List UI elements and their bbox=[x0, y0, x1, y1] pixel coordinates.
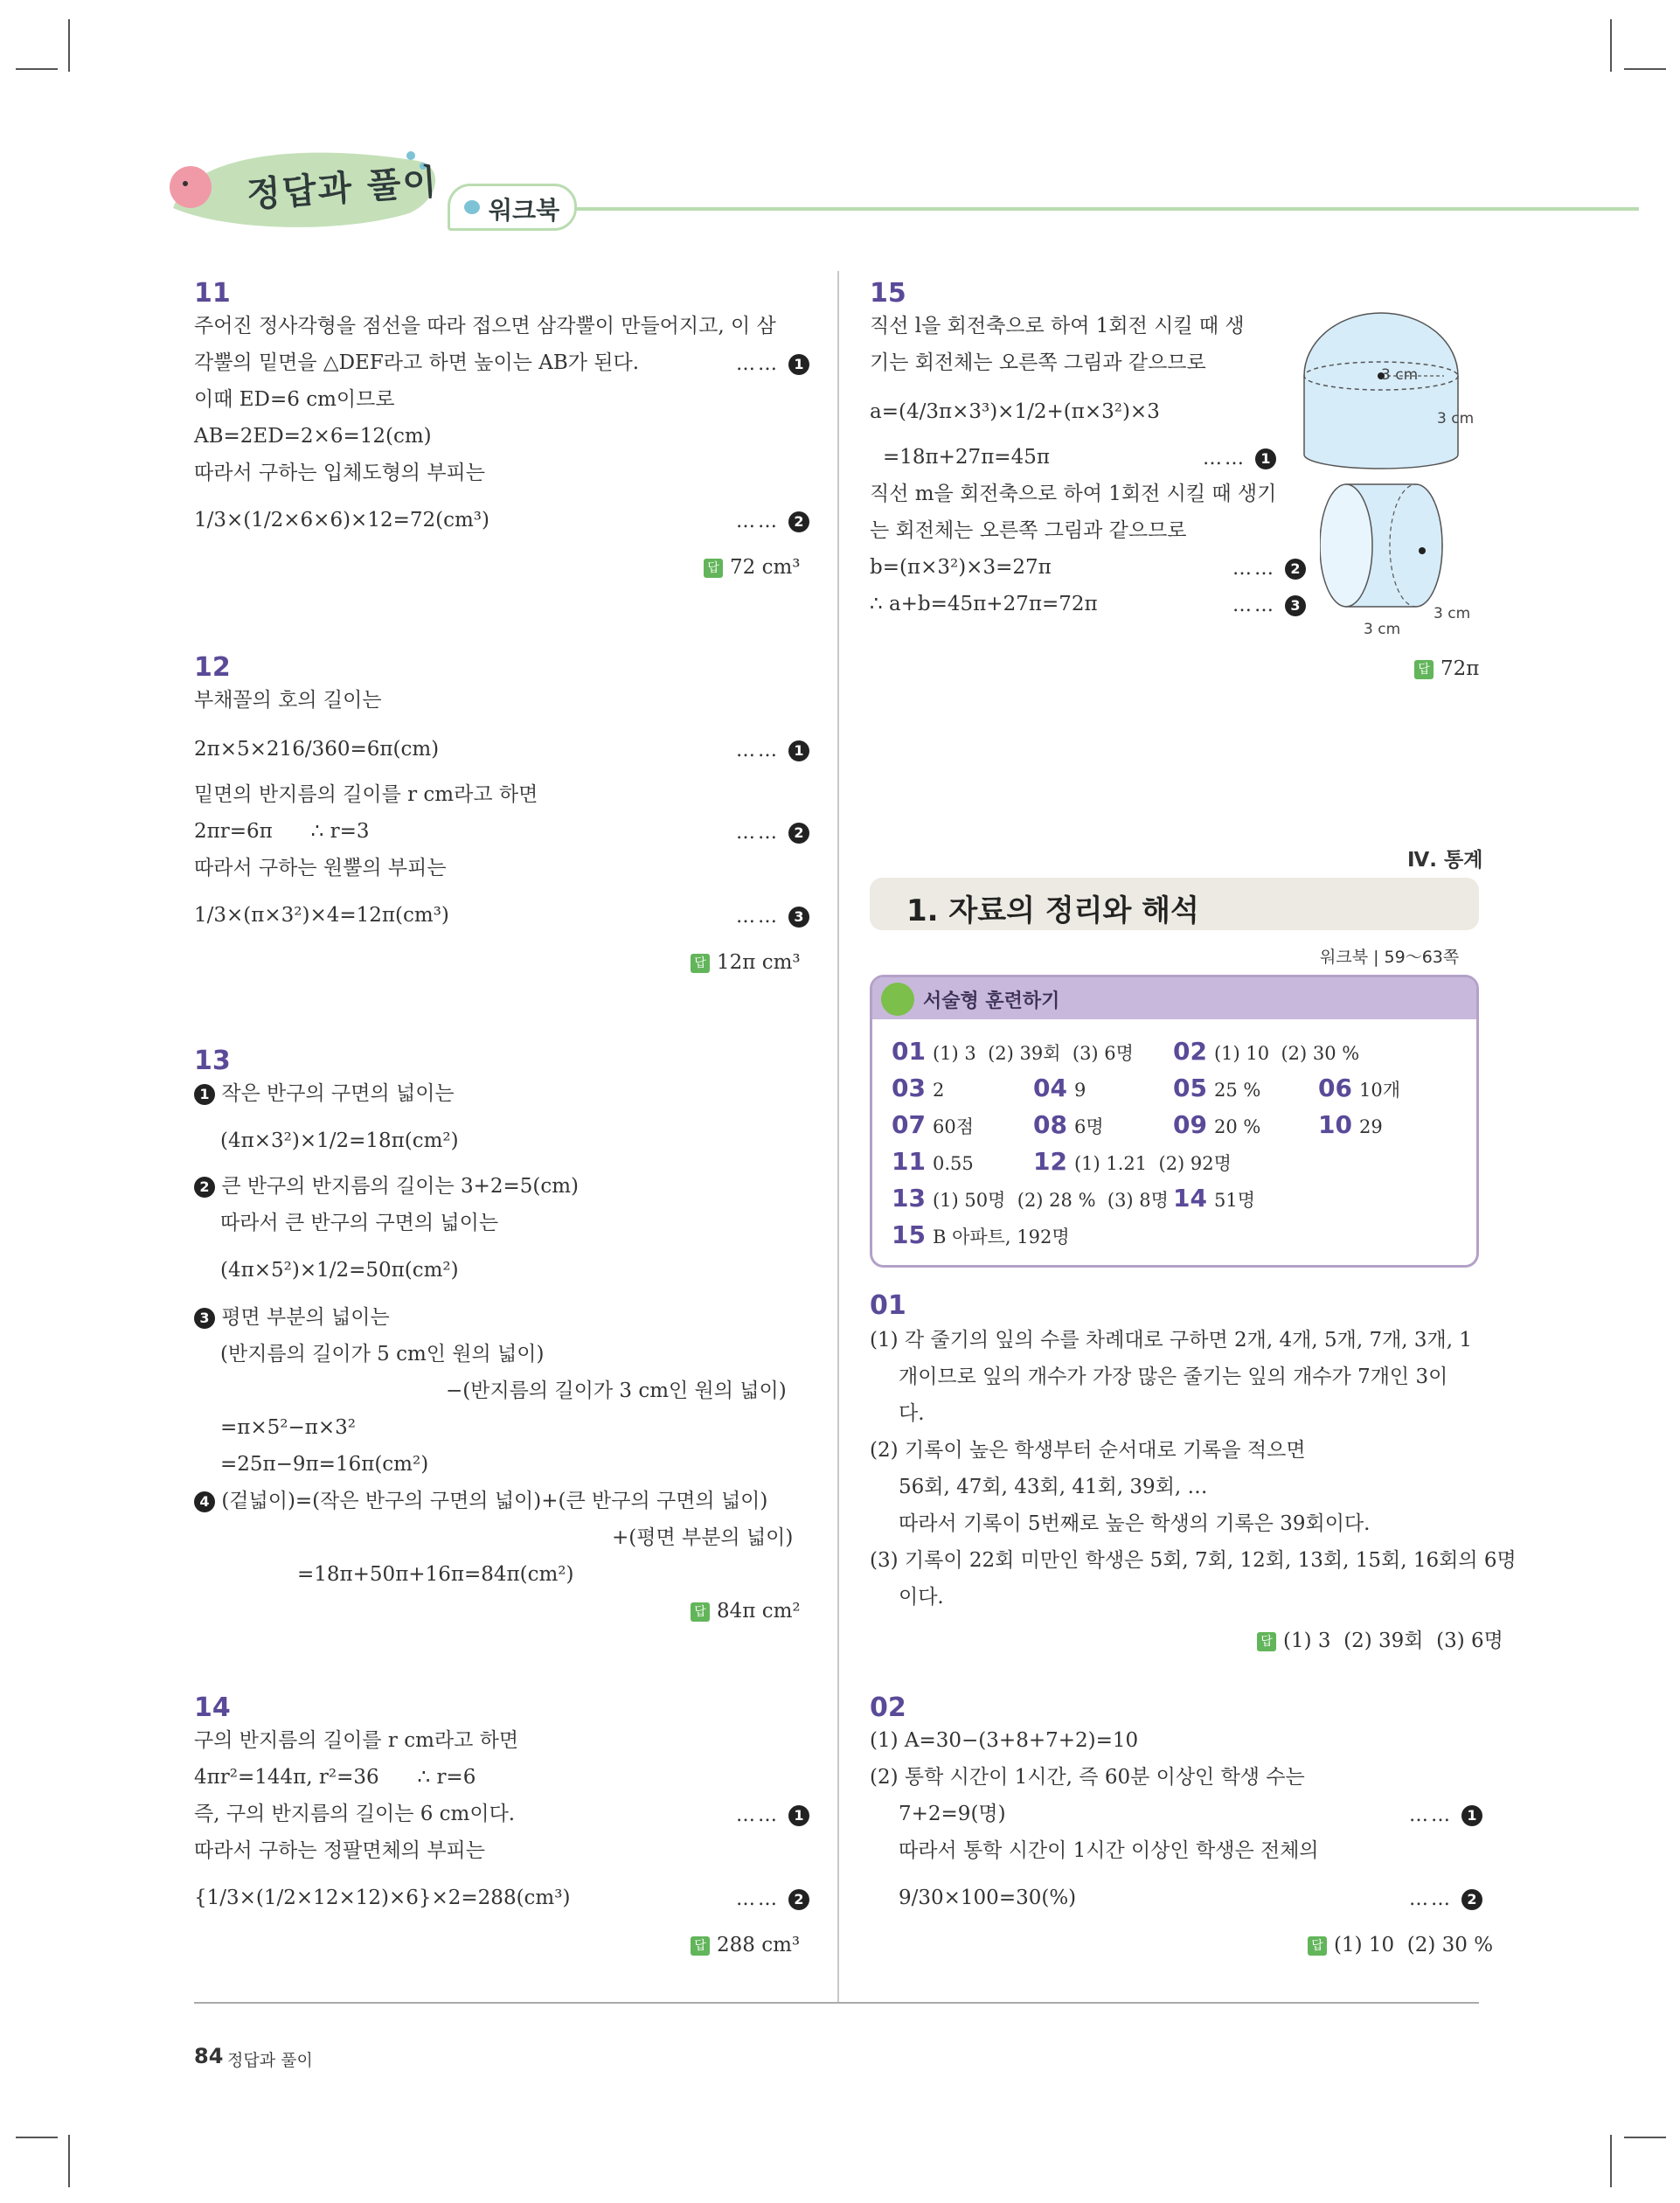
solution-line: 따라서 기록이 5번째로 높은 학생의 기록은 39회이다. bbox=[899, 1512, 1371, 1535]
answer-mark-icon: 답 bbox=[1308, 1936, 1327, 1956]
solution-line: 주어진 정사각형을 점선을 따라 접으면 삼각뿔이 만들어지고, 이 삼 bbox=[194, 315, 776, 337]
solution-line: 각뿔의 밑면을 △DEF라고 하면 높이는 AB가 된다. bbox=[194, 351, 640, 374]
step-badge-1: 1 bbox=[788, 354, 809, 375]
summary-item bbox=[1173, 1074, 1260, 1102]
step-badge-1: 1 bbox=[788, 1805, 809, 1826]
answer-mark-icon: 답 bbox=[1414, 660, 1434, 679]
crop-mark bbox=[16, 68, 58, 70]
solution-line: ∴ a+b=45π+27π=72π bbox=[870, 593, 1098, 615]
step-dots: …… bbox=[1232, 558, 1276, 580]
summary-item bbox=[1033, 1147, 1232, 1176]
column-divider bbox=[837, 271, 839, 2004]
solution-line: 부채꼴의 호의 길이는 bbox=[194, 689, 382, 712]
summary-item-number: 12 bbox=[1033, 1147, 1067, 1176]
summary-item-answer: 29 bbox=[1358, 1116, 1383, 1137]
step-dots: …… bbox=[736, 1888, 780, 1910]
answer bbox=[704, 556, 801, 579]
answer bbox=[691, 1600, 801, 1623]
summary-item-number: 11 bbox=[892, 1147, 926, 1176]
answer-mark-icon: 답 bbox=[1257, 1632, 1276, 1651]
summary-item-number: 06 bbox=[1318, 1074, 1352, 1102]
step-marker bbox=[1203, 448, 1276, 469]
summary-item-answer: B 아파트, 192명 bbox=[932, 1227, 1070, 1247]
solution-line: 개이므로 잎의 개수가 가장 많은 줄기는 잎의 개수가 7개인 3이 bbox=[899, 1366, 1448, 1388]
solution-text: 평면 부분의 넓이는 bbox=[221, 1306, 390, 1329]
solution-line: 밑면의 반지름의 길이를 r cm라고 하면 bbox=[194, 783, 538, 806]
step-marker bbox=[1409, 1804, 1482, 1826]
section-title: 1. 자료의 정리와 해석 bbox=[906, 893, 1199, 928]
summary-item-number: 09 bbox=[1173, 1110, 1207, 1139]
summary-item bbox=[1318, 1110, 1383, 1139]
solution-line: 9/30×100=30(%) bbox=[899, 1887, 1077, 1909]
figure-dimension-label: 3 cm bbox=[1437, 410, 1475, 427]
solution-line: b=(π×3²)×3=27π bbox=[870, 556, 1052, 579]
solution-text: 작은 반구의 구면의 넓이는 bbox=[221, 1082, 455, 1105]
problem-number: 01 bbox=[870, 1290, 906, 1321]
summary-item-answer: 20 % bbox=[1213, 1116, 1261, 1137]
answer-mark-icon: 답 bbox=[691, 1602, 710, 1622]
summary-item-number: 14 bbox=[1173, 1184, 1207, 1213]
summary-item bbox=[1033, 1074, 1086, 1102]
step-dots: …… bbox=[736, 353, 780, 375]
solution-line: (2) 통학 시간이 1시간, 즉 60분 이상인 학생 수는 bbox=[870, 1766, 1305, 1789]
solution-line: 는 회전체는 오른쪽 그림과 같으므로 bbox=[870, 519, 1187, 542]
solution-line: 따라서 구하는 입체도형의 부피는 bbox=[194, 462, 485, 484]
page-number: 84 bbox=[194, 2044, 224, 2068]
summary-item-answer: 9 bbox=[1073, 1080, 1086, 1101]
summary-item-answer: (1) 3 (2) 39회 (3) 6명 bbox=[932, 1043, 1134, 1064]
solution-line: =18π+27π=45π bbox=[883, 446, 1050, 469]
problem-number: 15 bbox=[870, 278, 906, 309]
step-badge-3: 3 bbox=[1285, 595, 1306, 616]
step-dots: …… bbox=[736, 822, 780, 844]
step-marker bbox=[1232, 558, 1306, 580]
solution-line: 다. bbox=[899, 1402, 925, 1425]
step-badge-4: 4 bbox=[194, 1491, 215, 1512]
step-marker bbox=[1232, 594, 1306, 616]
rotation-solid-figure-2 bbox=[1320, 481, 1495, 638]
solution-line: 7+2=9(명) bbox=[899, 1803, 1006, 1825]
solution-line: (1) 각 줄기의 잎의 수를 차례대로 구하면 2개, 4개, 5개, 7개, 3개, 1 bbox=[870, 1329, 1473, 1352]
section-title-band bbox=[870, 878, 1479, 930]
solution-line: 직선 m을 회전축으로 하여 1회전 시킬 때 생기 bbox=[870, 483, 1277, 505]
crop-mark bbox=[1624, 68, 1666, 70]
summary-item-number: 13 bbox=[892, 1184, 926, 1213]
solution-line: 56회, 47회, 43회, 41회, 39회, … bbox=[899, 1476, 1208, 1498]
step-badge-2: 2 bbox=[788, 1889, 809, 1910]
crop-mark bbox=[16, 2137, 58, 2138]
solution-line: 즉, 구의 반지름의 길이는 6 cm이다. bbox=[194, 1803, 516, 1825]
step-marker bbox=[736, 511, 809, 532]
solution-line: −(반지름의 길이가 3 cm인 원의 넓이) bbox=[446, 1379, 787, 1402]
answer-summary-header bbox=[872, 977, 1476, 1019]
solution-line: (4π×5²)×1/2=50π(cm²) bbox=[220, 1259, 459, 1282]
answer-text: 72π bbox=[1440, 657, 1480, 680]
summary-item bbox=[1173, 1037, 1359, 1066]
problem-number: 13 bbox=[194, 1046, 231, 1076]
step-badge-3: 3 bbox=[788, 907, 809, 928]
solution-line: 구의 반지름의 길이를 r cm라고 하면 bbox=[194, 1729, 519, 1752]
solution-line: 직선 l을 회전축으로 하여 1회전 시킬 때 생 bbox=[870, 315, 1245, 337]
summary-item-number: 07 bbox=[892, 1110, 926, 1139]
summary-item-number: 05 bbox=[1173, 1074, 1207, 1102]
summary-item-answer: 2 bbox=[932, 1080, 945, 1101]
solution-line bbox=[194, 1308, 390, 1329]
solution-line: 기는 회전체는 오른쪽 그림과 같으므로 bbox=[870, 351, 1206, 374]
solution-text: (겉넓이)=(작은 반구의 구면의 넓이)+(큰 반구의 구면의 넓이) bbox=[221, 1490, 768, 1512]
summary-item-answer: (1) 1.21 (2) 92명 bbox=[1073, 1153, 1232, 1174]
solution-line: =18π+50π+16π=84π(cm²) bbox=[297, 1563, 574, 1586]
summary-item-number: 15 bbox=[892, 1220, 926, 1249]
step-badge-2: 2 bbox=[788, 823, 809, 844]
answer bbox=[1257, 1624, 1503, 1653]
solution-line bbox=[194, 1084, 455, 1105]
step-dots: …… bbox=[736, 1804, 780, 1826]
crop-mark bbox=[1610, 19, 1612, 72]
step-dots: …… bbox=[736, 740, 780, 761]
step-badge-3: 3 bbox=[194, 1308, 215, 1329]
summary-item-answer: (1) 10 (2) 30 % bbox=[1213, 1043, 1360, 1064]
solution-line: 이때 ED=6 cm이므로 bbox=[194, 388, 395, 411]
solution-line: a=(4/3π×3³)×1/2+(π×3²)×3 bbox=[870, 400, 1160, 423]
summary-item bbox=[1173, 1184, 1255, 1213]
summary-item-answer: 25 % bbox=[1213, 1080, 1261, 1101]
whale-icon bbox=[170, 166, 212, 208]
step-dots: …… bbox=[1409, 1888, 1453, 1910]
step-dots: …… bbox=[1203, 448, 1246, 469]
summary-item-answer: 60점 bbox=[932, 1116, 974, 1137]
summary-item-number: 04 bbox=[1033, 1074, 1067, 1102]
answer-text: 72 cm³ bbox=[730, 556, 801, 579]
solution-line: AB=2ED=2×6=12(cm) bbox=[194, 425, 432, 448]
solution-line: {1/3×(1/2×12×12)×6}×2=288(cm³) bbox=[194, 1887, 571, 1909]
solution-line: 1/3×(π×3²)×4=12π(cm³) bbox=[194, 904, 449, 927]
step-badge-2: 2 bbox=[1285, 559, 1306, 580]
solution-line: 따라서 구하는 원뿔의 부피는 bbox=[194, 857, 447, 879]
summary-item-answer: 51명 bbox=[1213, 1190, 1255, 1211]
step-badge-2: 2 bbox=[194, 1177, 215, 1198]
workbook-tab-label: 워크북 bbox=[489, 196, 560, 225]
solution-line: 4πr²=144π, r²=36 ∴ r=6 bbox=[194, 1766, 476, 1789]
crop-mark bbox=[68, 19, 70, 72]
section-reference: Ⅳ. 통계 bbox=[1407, 849, 1483, 872]
solution-line: (3) 기록이 22회 미만인 학생은 5회, 7회, 12회, 13회, 15회, 16회의 6명 bbox=[870, 1549, 1517, 1572]
solution-line: 2πr=6π ∴ r=3 bbox=[194, 820, 370, 843]
summary-item bbox=[892, 1184, 1169, 1213]
answer bbox=[691, 951, 801, 974]
summary-item bbox=[892, 1220, 1070, 1249]
step-badge-2: 2 bbox=[1461, 1889, 1482, 1910]
rotation-solid-figure-1 bbox=[1294, 306, 1495, 481]
solution-line: 이다. bbox=[899, 1586, 944, 1609]
problem-number: 11 bbox=[194, 278, 231, 309]
solution-line: (2) 기록이 높은 학생부터 순서대로 기록을 적으면 bbox=[870, 1439, 1306, 1462]
step-marker bbox=[736, 1804, 809, 1826]
header-rule bbox=[524, 207, 1639, 211]
summary-item-number: 01 bbox=[892, 1037, 926, 1066]
answer-mark-icon: 답 bbox=[691, 1936, 710, 1956]
step-marker bbox=[736, 353, 809, 375]
solution-line: (1) A=30−(3+8+7+2)=10 bbox=[870, 1729, 1139, 1752]
answer-summary-title: 서술형 훈련하기 bbox=[923, 990, 1060, 1012]
answer-text: 84π cm² bbox=[717, 1600, 801, 1623]
step-dots: …… bbox=[1409, 1804, 1453, 1826]
footer-rule bbox=[194, 2002, 1479, 2004]
solution-text: 큰 반구의 반지름의 길이는 3+2=5(cm) bbox=[221, 1175, 580, 1198]
answer bbox=[1414, 657, 1479, 680]
problem-number: 12 bbox=[194, 652, 231, 683]
solution-line: 따라서 통학 시간이 1시간 이상인 학생은 전체의 bbox=[899, 1839, 1319, 1862]
summary-item-answer: 10개 bbox=[1358, 1080, 1400, 1101]
solution-line bbox=[194, 1177, 579, 1198]
step-badge-1: 1 bbox=[1461, 1805, 1482, 1826]
solution-line: 2π×5×216/360=6π(cm) bbox=[194, 738, 440, 761]
solution-line: 따라서 구하는 정팔면체의 부피는 bbox=[194, 1839, 485, 1862]
solution-line: =π×5²−π×3² bbox=[220, 1416, 357, 1439]
step-badge-1: 1 bbox=[194, 1084, 215, 1105]
summary-item bbox=[892, 1110, 974, 1139]
step-marker bbox=[736, 1888, 809, 1910]
solution-line: +(평면 부분의 넓이) bbox=[612, 1526, 794, 1549]
crop-mark bbox=[1610, 2135, 1612, 2187]
chameleon-icon bbox=[881, 983, 914, 1016]
summary-item bbox=[892, 1147, 974, 1176]
solution-line: 따라서 큰 반구의 구면의 넓이는 bbox=[220, 1212, 499, 1234]
answer-mark-icon: 답 bbox=[691, 954, 710, 973]
answer-text: (1) 10 (2) 30 % bbox=[1334, 1934, 1494, 1956]
step-badge-1: 1 bbox=[1255, 448, 1276, 469]
summary-item-number: 10 bbox=[1318, 1110, 1352, 1139]
answer-mark-icon: 답 bbox=[704, 559, 723, 578]
workbook-page-range: 워크북 | 59～63쪽 bbox=[1320, 948, 1460, 967]
solution-line: =25π−9π=16π(cm²) bbox=[220, 1453, 429, 1476]
solution-line: (4π×3²)×1/2=18π(cm²) bbox=[220, 1129, 459, 1152]
problem-number: 02 bbox=[870, 1692, 906, 1723]
answer bbox=[691, 1934, 800, 1956]
step-marker bbox=[736, 822, 809, 844]
answer-text: 288 cm³ bbox=[717, 1934, 801, 1956]
solution-line: (반지름의 길이가 5 cm인 원의 넓이) bbox=[220, 1343, 545, 1366]
step-marker bbox=[1409, 1888, 1482, 1910]
figure-dimension-label: 3 cm bbox=[1434, 605, 1471, 622]
crop-mark bbox=[1624, 2137, 1666, 2138]
summary-item-number: 08 bbox=[1033, 1110, 1067, 1139]
droplet-icon bbox=[464, 200, 480, 214]
answer-text: (1) 3 (2) 39회 (3) 6명 bbox=[1283, 1630, 1503, 1652]
summary-item-number: 02 bbox=[1173, 1037, 1207, 1066]
summary-item-answer: (1) 50명 (2) 28 % (3) 8명 bbox=[932, 1190, 1169, 1211]
summary-item bbox=[1033, 1110, 1104, 1139]
summary-item-answer: 6명 bbox=[1073, 1116, 1104, 1137]
summary-item-number: 03 bbox=[892, 1074, 926, 1102]
step-dots: …… bbox=[736, 906, 780, 928]
step-dots: …… bbox=[736, 511, 780, 532]
workbook-tab bbox=[448, 184, 577, 231]
crop-mark bbox=[68, 2135, 70, 2187]
answer-text: 12π cm³ bbox=[717, 951, 801, 974]
step-marker bbox=[736, 740, 809, 761]
step-marker bbox=[736, 906, 809, 928]
page-header-title: 정답과 풀이 bbox=[245, 162, 440, 216]
figure-dimension-label: 3 cm bbox=[1364, 621, 1401, 638]
summary-item-answer: 0.55 bbox=[932, 1153, 974, 1174]
figure-dimension-label: 3 cm bbox=[1381, 366, 1419, 384]
problem-number: 14 bbox=[194, 1692, 231, 1723]
summary-item bbox=[892, 1074, 944, 1102]
footer-label: 정답과 풀이 bbox=[227, 2051, 313, 2070]
step-badge-1: 1 bbox=[788, 740, 809, 761]
solution-line bbox=[194, 1491, 767, 1512]
answer bbox=[1308, 1934, 1493, 1956]
summary-item bbox=[1173, 1110, 1260, 1139]
step-dots: …… bbox=[1232, 594, 1276, 616]
summary-item bbox=[892, 1037, 1134, 1066]
step-badge-2: 2 bbox=[788, 511, 809, 532]
solution-line: 1/3×(1/2×6×6)×12=72(cm³) bbox=[194, 509, 489, 532]
summary-item bbox=[1318, 1074, 1400, 1102]
